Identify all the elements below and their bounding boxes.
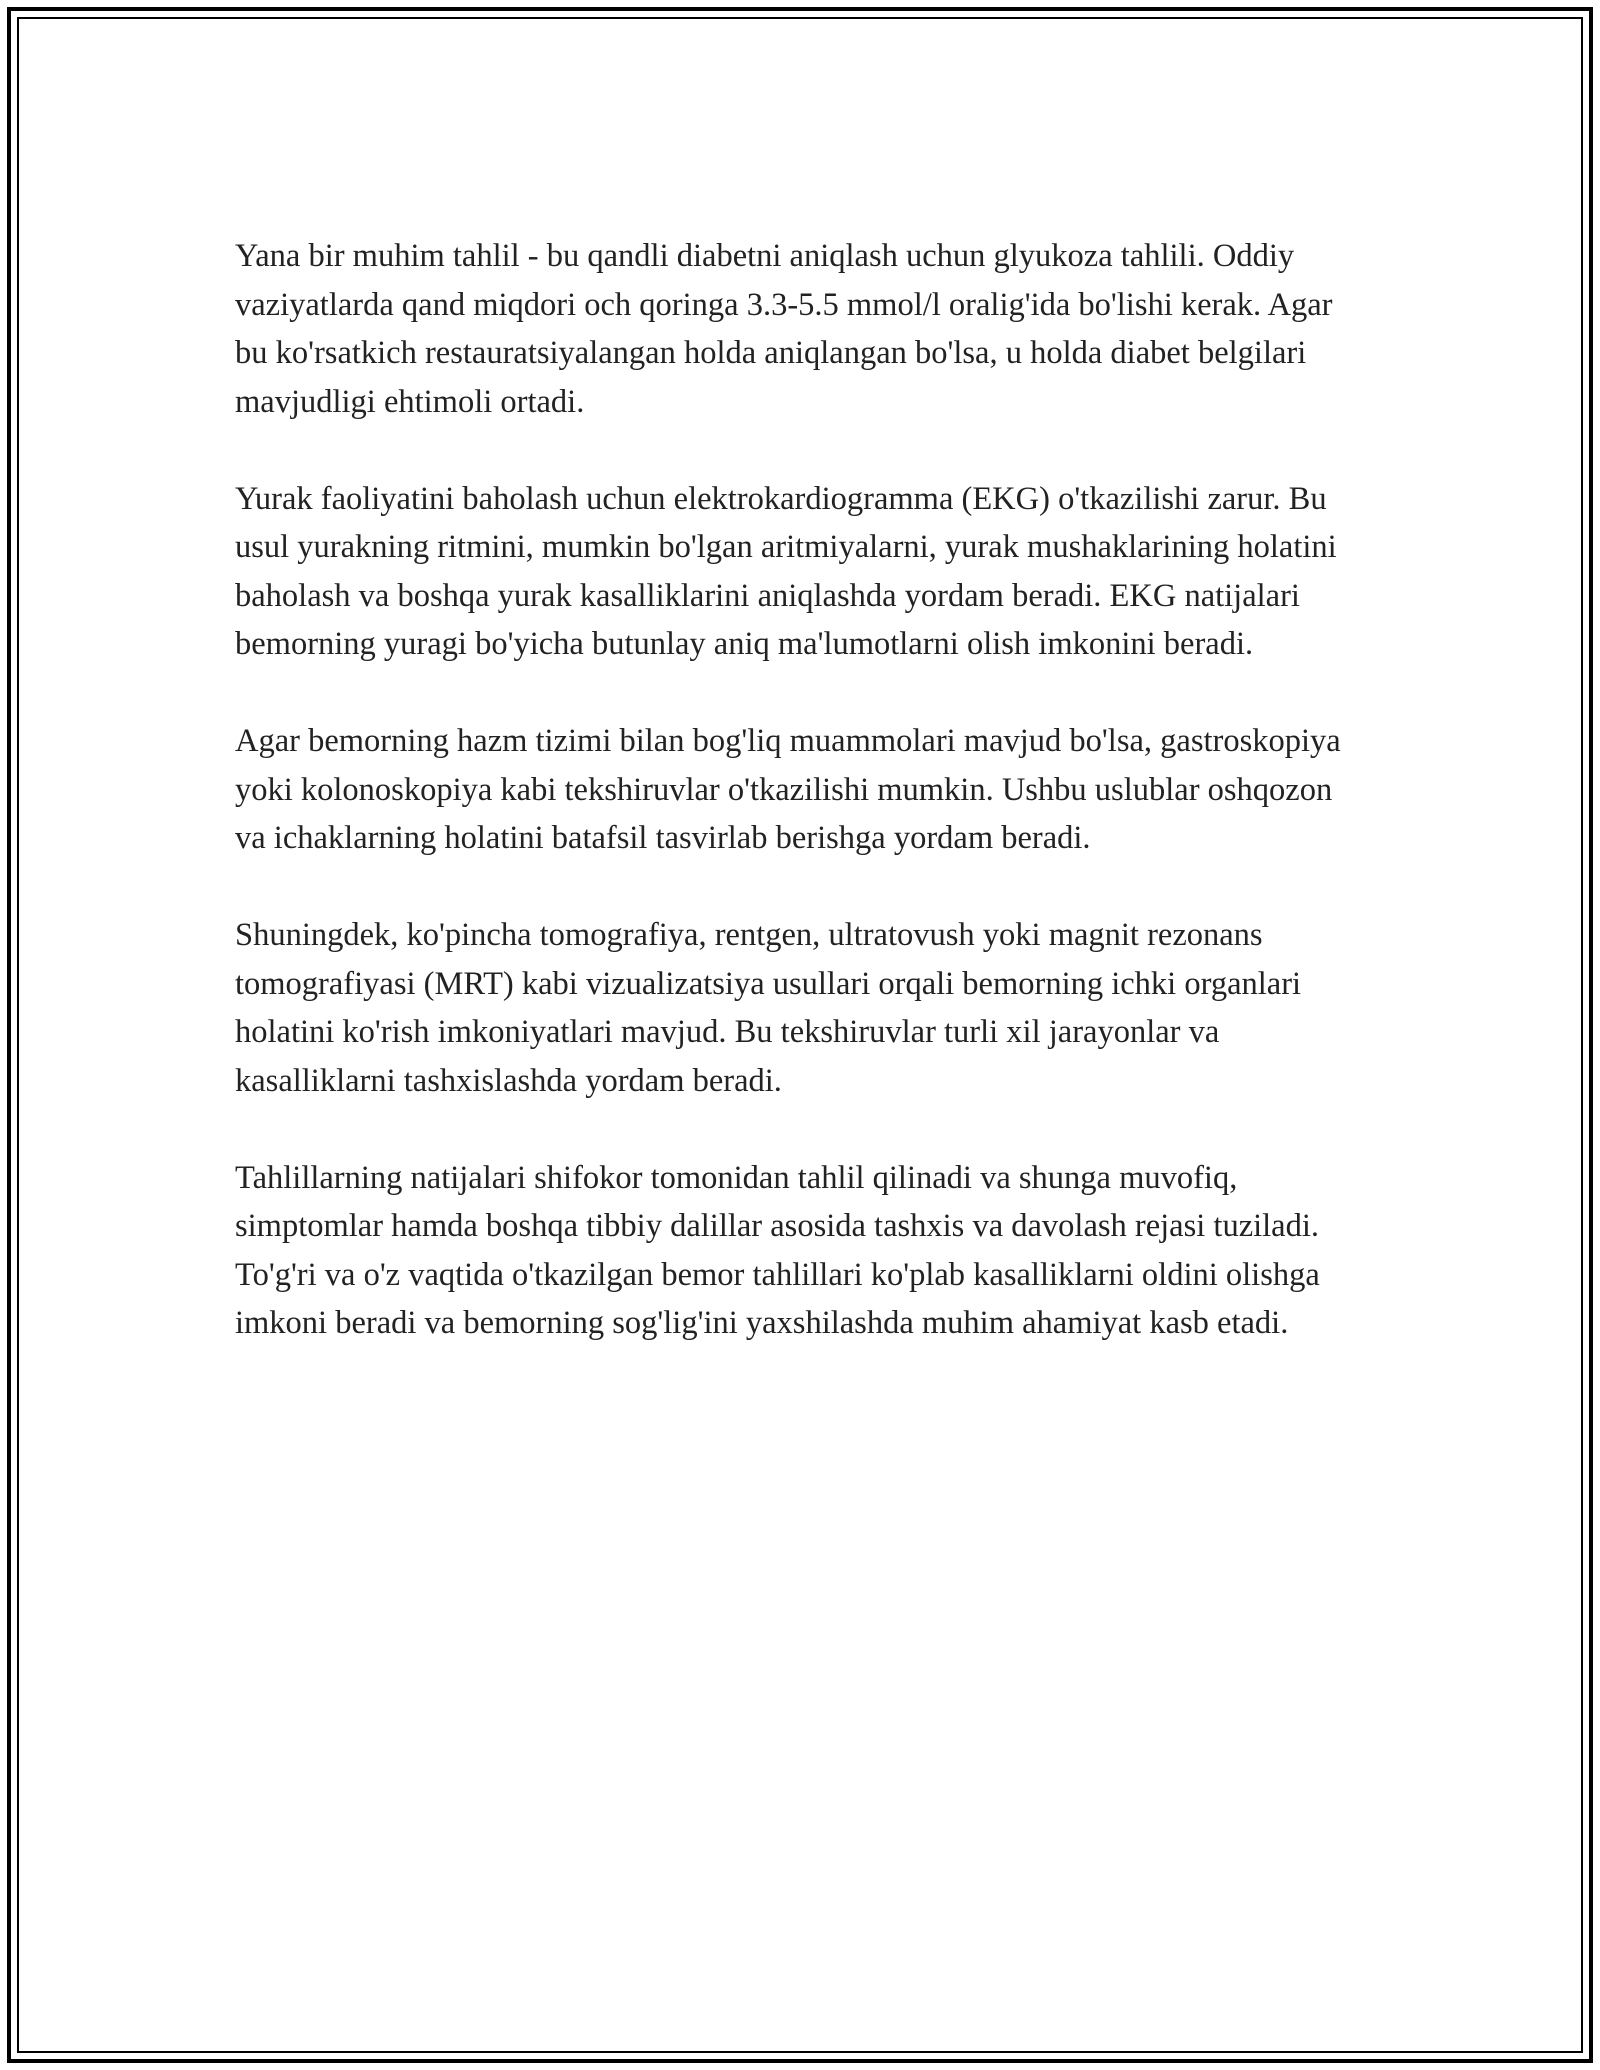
paragraph-glucose-test: Yana bir muhim tahlil - bu qandli diabetni aniqlash uchun glyukoza tahlili. Oddiy vaziyatlarda qand miqdori och qoringa 3.3-5.5 mmol/l oralig'ida bo'lishi kerak. Agar bu ko'rsatkich restauratsiyalangan holda aniqlangan bo'lsa, u holda diabet belgilari mavjudligi ehtimoli ortadi. [235, 238, 1333, 420]
paragraph-digestive-exams: Agar bemorning hazm tizimi bilan bog'liq muammolari mavjud bo'lsa, gastroskopiya yoki kolonoskopiya kabi tekshiruvlar o'tkazilishi mumkin. Ushbu uslublar oshqozon va ichaklarning holatini batafsil tasvirlab berishga yordam beradi. [235, 723, 1341, 856]
paragraph-conclusion: Tahlillarning natijalari shifokor tomonidan tahlil qilinadi va shunga muvofiq, simptomlar hamda boshqa tibbiy dalillar asosida tashxis va davolash rejasi tuziladi. To'g'ri va o'z vaqtida o'tkazilgan bemor tahlillari ko'plab kasalliklarni oldini olishga imkoni beradi va bemorning sog'lig'ini yaxshilashda muhim ahamiyat kasb etadi. [235, 1159, 1320, 1341]
paragraph-ekg: Yurak faoliyatini baholash uchun elektrokardiogramma (EKG) o'tkazilishi zarur. Bu usul yurakning ritmini, mumkin bo'lgan aritmiyalarni, yurak mushaklarining holatini baholash va boshqa yurak kasalliklarini aniqlashda yordam beradi. EKG natijalari bemorning yuragi bo'yicha butunlay aniq ma'lumotlarni olish imkonini beradi. [235, 480, 1337, 662]
paragraph-imaging: Shuningdek, ko'pincha tomografiya, rentgen, ultratovush yoki magnit rezonans tomografiyasi (MRT) kabi vizualizatsiya usullari orqali bemorning ichki organlari holatini ko'rish imkoniyatlari mavjud. Bu tekshiruvlar turli xil jarayonlar va kasalliklarni tashxislashda yordam beradi. [235, 917, 1302, 1099]
document-body [235, 232, 1365, 1396]
